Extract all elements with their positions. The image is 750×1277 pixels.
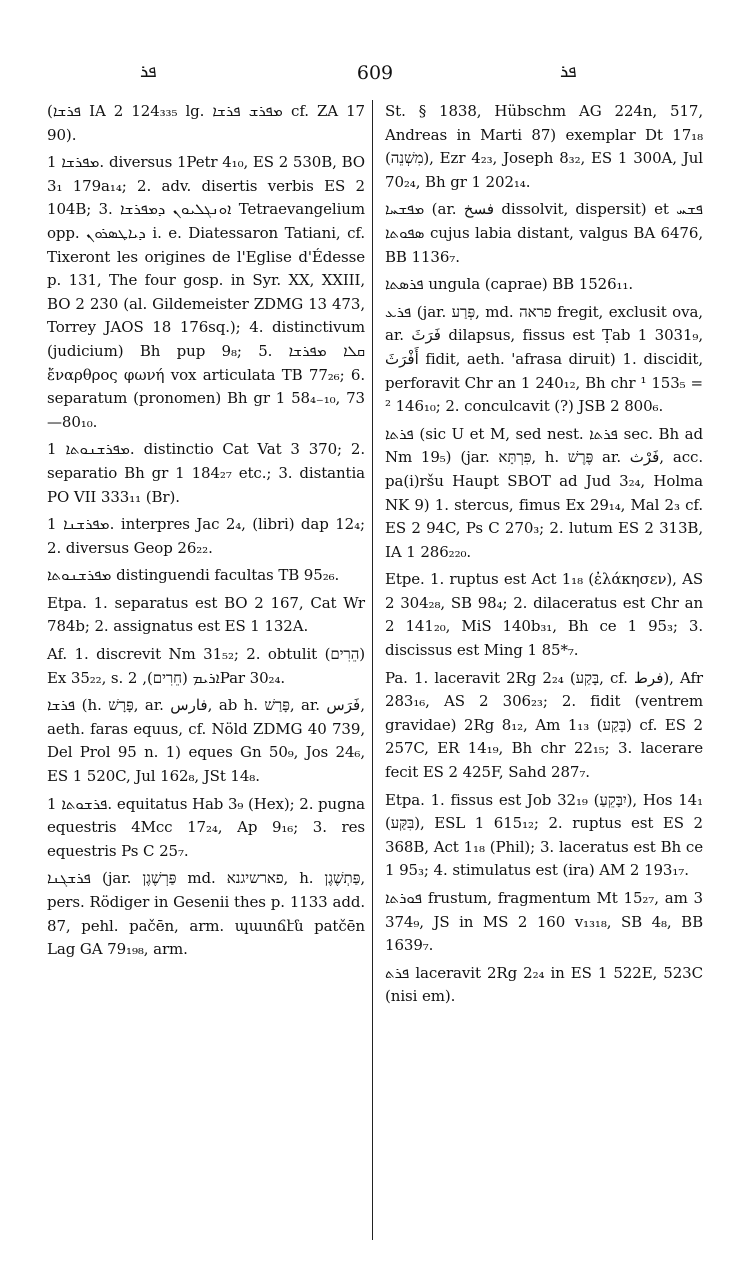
entry: Etpa. 1. separatus est BO 2 167, Cat Wr 784b; 2. assignatus est ES 1 132A. (47, 593, 365, 636)
entry: Af. 1. discrevit Nm 31₅₂; 2. obtulit (הֵרִים) Ex 35₂₂, s. ܐܪܝܡ (חֵרִים), 2Par 30₂₄. (47, 645, 365, 687)
entry: ܦܪܥ (jar. פְּרַע, md. פראה fregit, exclusit ova, ar. فَرَثَ dilapsus, fissus est Ṭab 1 3031₉, أَفْرَثَ fidit, aeth. 'afrasa diruit) 1. discidit, perforavit Chr an 1 240₁₂, Bh chr ¹ 153₅ = ² 146₁₀; 2. conculcavit (?) JSB 2 800₆. (385, 302, 703, 416)
entry: ܦܪܫܘܬܐ 1. equitatus Hab 3₉ (Hex); 2. pugna equestris 4Mcc 17₂₄, Ap 9₁₆; 3. res equestris Ps C 25₇. (47, 794, 365, 860)
running-head-right: ܦܪ (560, 62, 577, 82)
entry: ܦܪܫܐ (h. פָּרָשׁ, ar. فارس, ab h. פָּרַשׁ, ar. فَرَس, aeth. faras equus, cf. Nöld ZDMG 40 739, Del Prol 95 n. 1) eques Gn 50₉, Jos 24₆, ES 1 520C, Jul 162₈, JSt 14₈. (47, 696, 365, 786)
right-column (385, 100, 703, 1013)
entry: ܡܦܪܫܢܘܬܐ distinguendi facultas TB 95₂₆. (47, 566, 340, 585)
entry: ܡܦܪܫܢܐ 1. interpres Jac 2₄, (libri) dap 12₄; 2. diversus Geop 26₂₂. (47, 515, 365, 557)
entry: Etpa. 1. fissus est Job 32₁₉ (יִבָּקֵעַ), Hos 14₁ (בִּקַּע), ESL 1 615₁₂; 2. ruptus est ES 2 368B, Act 1₁₈ (Phil); 3. laceratus est Bh ce 1 95₃; 4. stimulatus est (ira) AM 2 193₁₇. (385, 790, 703, 880)
entry: Etpe. 1. ruptus est Act 1₁₈ (ἐλάκησεν), AS 2 304₂₈, SB 98₄; 2. dilaceratus est Chr an 2 141₂₀, MiS 140b₃₁, Bh ce 1 95₃; 3. discissus est Ming 1 85*₇. (385, 570, 703, 660)
entry: ܦܪܫܓܢܐ (jar. פַּרְשֶׁגֶן md. פארשיגנא, h. פַּתְשֶׁגֶן, pers. Rödiger in Gesenii thes p. 1133 add. 87, pehl. pačēn, arm. պատճէն patčēn Lag GA 79₁₉₈, arm. (47, 869, 365, 959)
entry: ܡܦܪܫܢܘܬܐ 1. distinctio Cat Vat 3 370; 2. separatio Bh gr 1 184₂₇ etc.; 3. distantia PO VII 333₁₁ (Br). (47, 440, 365, 506)
entry: ܦܪܬܐ (sic U et M, sed nest. ܦܪܬܐ sec. Bh ad Nm 19₅) (jar. פִּרְתָּא, h. פֶּרֶשׁ ar. فَرْث, acc. pa(i)ršu Haupt SBOT ad Jud 3₂₄, Holma NK 9) 1. stercus, fimus Ex 29₁₄, Mal 2₃ cf. ES 2 94C, Ps C 270₃; 2. lutum ES 2 313B, IA 1 286₂₂₀. (385, 424, 704, 561)
entry: (ܦܪܫܐ IA 2 124₃₃₅ lg. ܡܦܪܫ ܦܪܫܐ cf. ZA 17 90). (47, 102, 365, 144)
entry: ܡܦܫܚܐ (ar. فسخ dissolvit, dispersit) et ܦܫܚ ܣܦܘܬܐ cujus labia distant, valgus BA 6476, BB 1136₇. (385, 200, 703, 266)
running-head-left: ܦܪ (140, 62, 157, 82)
entry: Pa. 1. laceravit 2Rg 2₂₄ (בָּקַע, cf. فرط), Afr 283₁₆, AS 2 306₂₃; 2. fidit (ventrem gravidae) 2Rg 8₁₂, Am 1₁₃ (בָּקַע) cf. ES 2 257C, ER 14₁₉, Bh chr 22₁₅; 3. lacerare fecit ES 2 425F, Sahd 287₇. (385, 668, 703, 782)
page-header (0, 62, 750, 90)
entry: ܦܪܬ laceravit 2Rg 2₂₄ in ES 1 522E, 523C (nisi em). (385, 963, 703, 1006)
page-number: 609 (356, 62, 394, 84)
entry: ܡܦܪܫܐ 1. diversus 1Petr 4₁₀, ES 2 530B, BO 3₁ 179a₁₄; 2. adv. disertis verbis ES 2 104B; 3. ܐܘܢܓܠܝܘܢ ܕܡܦܪܫܐ Tetraevangelium opp. ܕܝܐܛܣܪܘܢ i. e. Diatessaron Tatiani, cf. Tixeront les origines de l'Eglise d'Édesse p. 131, The four gosp. in Syr. XX, XXIII, BO 2 230 (al. Gildemeister ZDMG 13 473, Torrey JAOS 18 176sq.); 4. distinctivum (judicium) Bh pup 9₈; 5. ܩܠܐ ܡܦܪܫܐ ἔναρθρος φωνή vox articulata TB 77₂₆; 6. separatum (pronomen) Bh gr 1 58₄₋₁₀, 73—80₁₀. (47, 153, 365, 431)
entry: ܦܘܪܬܐ frustum, fragmentum Mt 15₂₇, am 3 374₉, JS in MS 2 160 v₁₃₁₈, SB 4₈, BB 1639₇. (385, 889, 703, 955)
left-column (47, 100, 365, 966)
entry: ܦܪܣܬܐ ungula (caprae) BB 1526₁₁. (385, 275, 634, 294)
entry: St. § 1838, Hübschm AG 224n, 517, Andreas in Marti 87) exemplar Dt 17₁₈ (מִשְׁנֵה), Ezr 4₂₃, Joseph 8₃₂, ES 1 300A, Jul 70₂₄, Bh gr 1 202₁₄. (385, 102, 703, 191)
column-divider (372, 100, 373, 1240)
